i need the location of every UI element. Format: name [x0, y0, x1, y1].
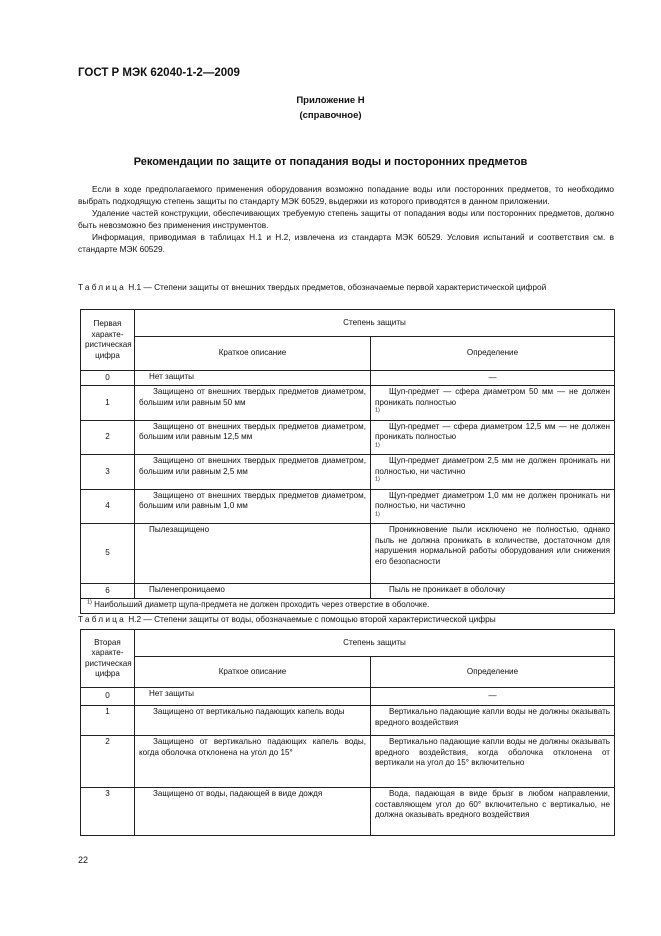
table-h2	[80, 629, 615, 836]
paragraph: Информация, приводимая в таблицах Н.1 и Н.2, извлечена из стандарта МЭК 60529. Условия испытаний и соответствия см. в стандарте МЭК 60529.	[78, 232, 614, 254]
row-desc: Нет защиты	[135, 688, 371, 706]
table2-col-def: Определение	[371, 657, 615, 688]
table-row	[81, 455, 615, 490]
row-digit: 2	[81, 420, 135, 455]
table-row	[81, 736, 615, 788]
row-def: Вода, падающая в виде брызг в любом направлении, составляющем угол до 60° включительно с вертикалью, не должна оказывать вредного воздействия	[375, 789, 611, 819]
table2-col-short: Краткое описание	[135, 657, 371, 688]
paragraph: Удаление частей конструкции, обеспечивающих требуемую степень защиты от попадания воды или посторонних предметов, должно быть невозможно без применения инструментов.	[78, 208, 614, 230]
table-row	[81, 584, 615, 599]
table1-caption	[78, 281, 618, 293]
row-desc: Защищено от внешних твердых предметов диаметром, большим или равным 2,5 мм	[139, 456, 366, 476]
row-def: Пыль не проникает в оболочку	[389, 585, 505, 594]
table-row	[81, 524, 615, 584]
table1-caption-text: Н.1 — Степени защиты от внешних твердых предметов, обозначаемые первой характеристической цифрой	[128, 282, 547, 292]
footnote-ref: 1)	[375, 441, 380, 448]
row-digit: 0	[81, 688, 135, 706]
row-desc: Пылезащищено	[135, 524, 371, 584]
table-row	[81, 386, 615, 421]
row-def: Проникновение пыли исключено не полностью, однако пыль не должна проникать в количестве, достаточном для нарушения нормальной работы оборудования или снижения его безопасности	[375, 525, 611, 566]
table1-col-def: Определение	[371, 337, 615, 371]
table2-col-digit: Вторая характе-ристическая цифра	[81, 630, 135, 688]
row-desc: Защищено от вертикально падающих капель воды, когда оболочка отклонена на угол до 15°	[139, 737, 366, 757]
table1-col-group: Степень защиты	[135, 310, 615, 337]
row-desc: Защищено от вертикально падающих капель воды	[153, 707, 345, 716]
row-desc: Защищено от воды, падающей в виде дождя	[153, 789, 323, 798]
row-desc: Защищено от внешних твердых предметов диаметром, большим или равным 1,0 мм	[139, 490, 366, 510]
row-def: Вертикально падающие капли воды не должны оказывать вредного воздействия, когда оболочка отклонена от вертикали на угол до 15° включительно	[375, 737, 611, 767]
table1-caption-word: Таблица	[78, 282, 126, 292]
row-def: Щуп-предмет диаметром 2,5 мм не должен проникать ни полностью, ни частично	[375, 456, 611, 476]
row-def: Щуп-предмет диаметром 1,0 мм не должен проникать ни полностью, ни частично	[375, 490, 611, 510]
table1-col-short: Краткое описание	[135, 337, 371, 371]
row-def: —	[371, 371, 615, 386]
row-digit: 0	[81, 371, 135, 386]
footnote-text: Наибольший диаметр щупа-предмета не должен проходить через отверстие в оболочке.	[94, 600, 430, 609]
footnote-mark: 1)	[87, 599, 92, 606]
table-row	[81, 788, 615, 836]
table-h1	[80, 309, 615, 614]
row-digit: 5	[81, 524, 135, 584]
table-row	[81, 489, 615, 524]
table2-caption-word: Таблица	[78, 614, 126, 624]
footnote-ref: 1)	[375, 510, 380, 517]
section-title: Рекомендации по защите от попадания воды и посторонних предметов	[133, 156, 528, 168]
row-digit: 2	[81, 736, 135, 788]
document-header: ГОСТ Р МЭК 62040-1-2—2009	[78, 67, 240, 79]
row-digit: 1	[81, 386, 135, 421]
row-def: —	[371, 688, 615, 706]
row-def: Вертикально падающие капли воды не должны оказывать вредного воздействия	[375, 707, 611, 727]
paragraph: Если в ходе предполагаемого применения оборудования возможно попадание воды или посторонних предметов, то необходимо выбрать подходящую степень защиты по стандарту МЭК 60529, выдержки из которого приводятся в данном приложении.	[78, 184, 614, 206]
page-number: 22	[78, 855, 89, 865]
row-desc: Защищено от внешних твердых предметов диаметром, большим или равным 50 мм	[139, 387, 366, 407]
row-def: Щуп-предмет — сфера диаметром 50 мм — не должен проникать полностью	[375, 387, 611, 407]
row-digit: 3	[81, 788, 135, 836]
row-digit: 1	[81, 706, 135, 736]
row-digit: 6	[81, 584, 135, 599]
row-desc: Пыленепроницаемо	[135, 584, 371, 599]
row-desc: Нет защиты	[135, 371, 371, 386]
row-desc: Защищено от внешних твердых предметов диаметром, большим или равным 12,5 мм	[139, 421, 366, 441]
table1-footnote	[81, 599, 615, 614]
table2-caption-text: Н.2 — Степени защиты от воды, обозначаемые с помощью второй характеристической цифры	[128, 614, 496, 624]
intro-paragraphs	[78, 183, 614, 255]
row-def: Щуп-предмет — сфера диаметром 12,5 мм — не должен проникать полностью	[375, 421, 611, 441]
annex-title: Приложение Н	[296, 95, 365, 106]
table-row	[81, 371, 615, 386]
annex-subtitle: (справочное)	[299, 110, 362, 121]
table-row	[81, 420, 615, 455]
table-row	[81, 706, 615, 736]
table-row	[81, 688, 615, 706]
table2-col-group: Степень защиты	[135, 630, 615, 657]
row-digit: 3	[81, 455, 135, 490]
footnote-ref: 1)	[375, 407, 380, 414]
table2-caption	[78, 613, 618, 625]
table1-col-digit: Первая характе-ристическая цифра	[81, 310, 135, 371]
footnote-ref: 1)	[375, 476, 380, 483]
row-digit: 4	[81, 489, 135, 524]
